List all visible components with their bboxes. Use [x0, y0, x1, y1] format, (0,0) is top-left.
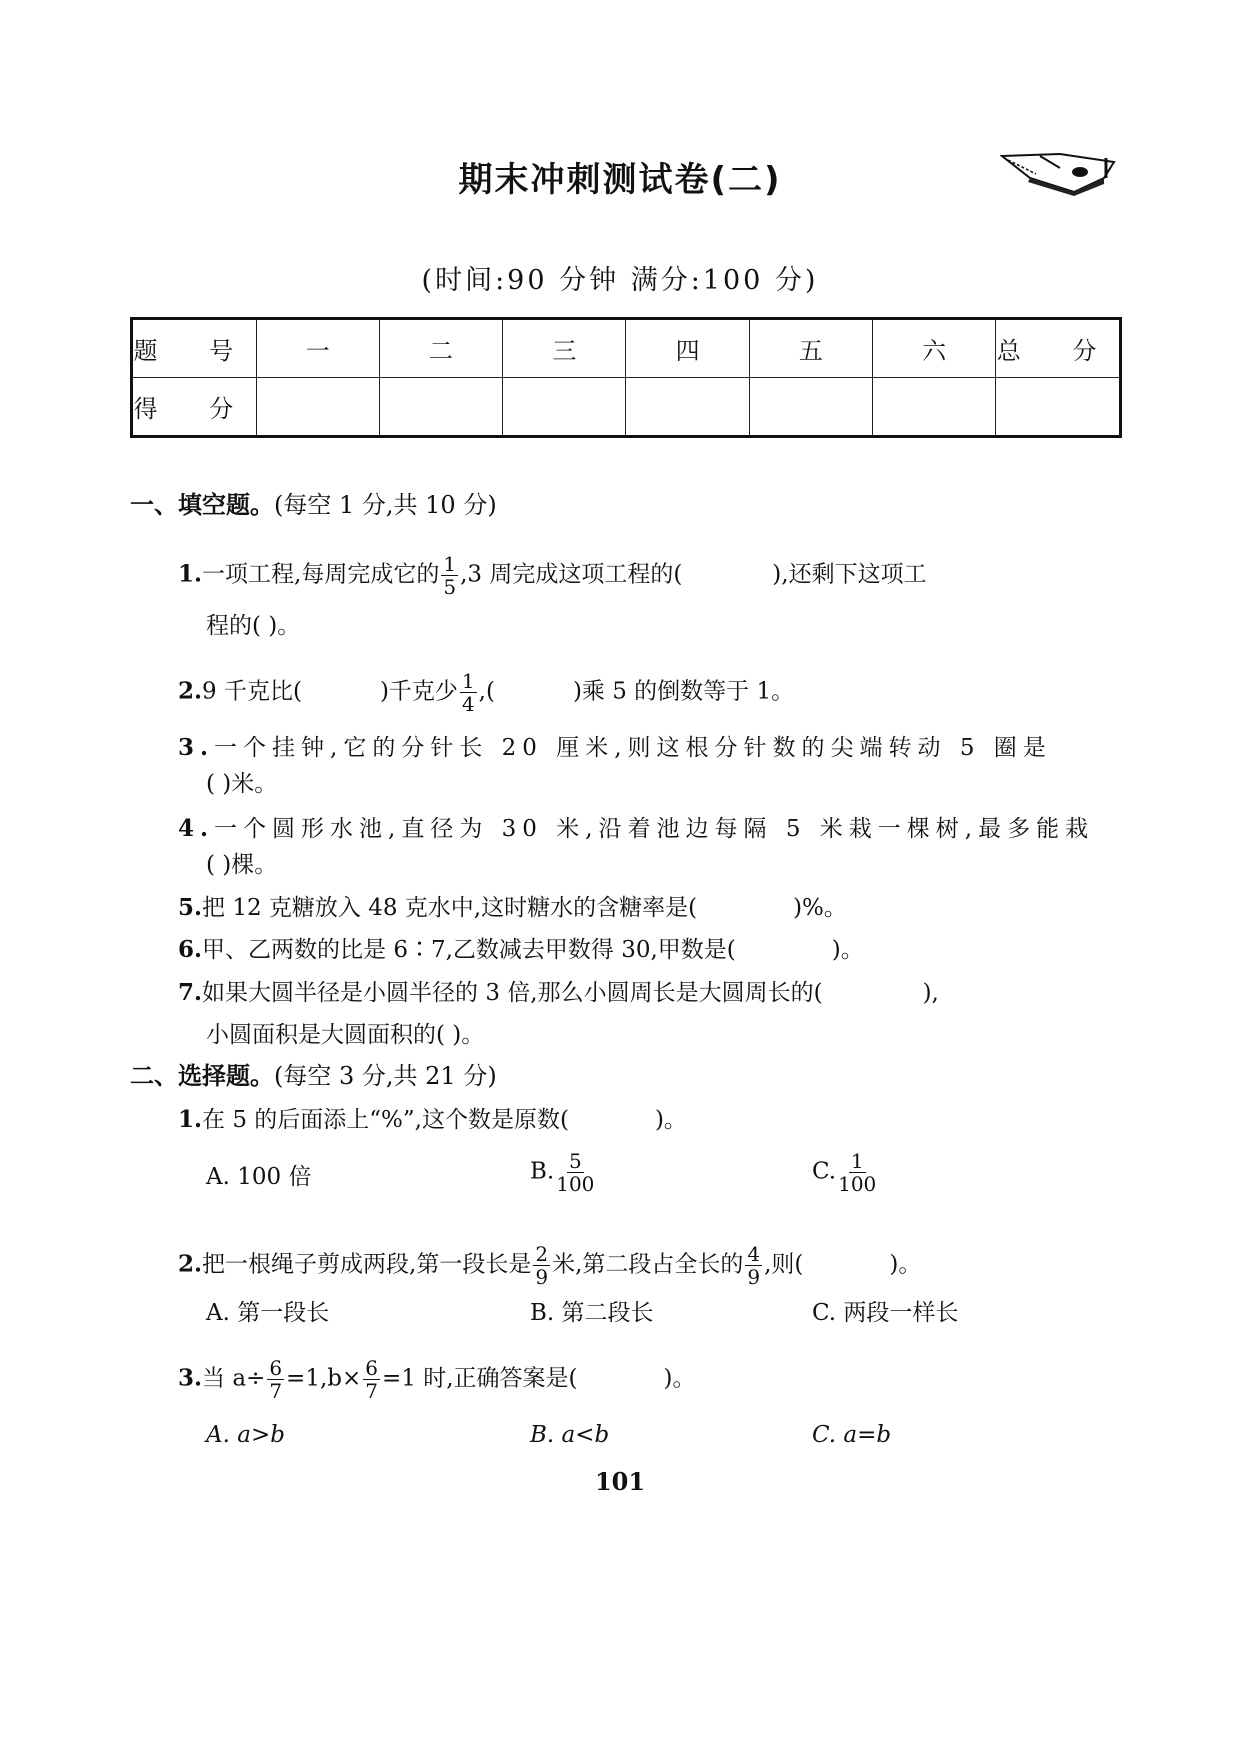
question-number: 4.: [178, 815, 215, 842]
table-header-cell: 题 号: [132, 319, 257, 378]
question-text: )千克少: [379, 678, 458, 705]
exam-info: (时间:90 分钟 满分:100 分): [421, 265, 819, 296]
question-text: ,则(: [764, 1251, 804, 1278]
section-2-heading: [130, 1061, 497, 1091]
fraction: [460, 670, 477, 715]
score-cell[interactable]: [256, 378, 379, 437]
question-text: 一项工程,每周完成它的: [202, 561, 440, 588]
page-number: 101: [594, 1467, 646, 1496]
question-number: 6.: [178, 936, 203, 963]
score-table-score-row: [132, 378, 1121, 437]
page-title: 期末冲刺测试卷(二): [458, 160, 782, 200]
question-1-7: [178, 978, 939, 1008]
question-text: 米,第二段占全长的: [552, 1251, 744, 1278]
question-text: =1 时,正确答案是(: [382, 1365, 578, 1392]
option-b[interactable]: [530, 1150, 596, 1195]
question-text: 如果大圆半径是小圆半径的 3 倍,那么小圆周长是大圆周长的(: [202, 980, 823, 1006]
question-number: 1.: [178, 1106, 203, 1133]
section-title: 一、填空题。: [130, 491, 274, 519]
option-label: C.: [812, 1158, 837, 1185]
question-1-1: [178, 553, 927, 598]
fraction: [267, 1357, 284, 1402]
fraction: [556, 1150, 594, 1195]
numerator: 2: [535, 1242, 549, 1266]
question-text: 甲、乙两数的比是 6∶7,乙数减去甲数得 30,甲数是(: [202, 937, 736, 963]
question-number: 3.: [178, 734, 215, 761]
question-text: 把一根绳子剪成两段,第一段长是: [202, 1251, 532, 1278]
table-row-label: 得 分: [132, 378, 257, 437]
question-text: ,3 周完成这项工程的(: [460, 561, 683, 588]
numerator: 4: [747, 1242, 761, 1266]
question-1-5: [178, 893, 847, 923]
score-cell[interactable]: [872, 378, 995, 437]
score-cell[interactable]: [379, 378, 502, 437]
option-a[interactable]: A. 第一段长: [206, 1300, 330, 1326]
question-text: ),还剩下这项工: [772, 561, 927, 588]
question-text: =1,b×: [286, 1365, 362, 1392]
question-2-1: [178, 1105, 687, 1135]
section-note: (每空 1 分,共 10 分): [274, 491, 497, 519]
question-number: 5.: [178, 894, 203, 921]
fraction: [745, 1243, 762, 1288]
question-1-2: [178, 670, 794, 715]
question-1-1-line2: 程的( )。: [206, 613, 301, 639]
option-b[interactable]: B. a<b: [530, 1422, 610, 1448]
section-1-heading: [130, 490, 497, 520]
numerator: 1: [443, 552, 457, 576]
table-header-cell: 三: [503, 319, 626, 378]
option-c[interactable]: [812, 1150, 878, 1195]
question-text: 当 a÷: [202, 1365, 266, 1392]
question-number: 3.: [178, 1364, 203, 1392]
question-number: 7.: [178, 979, 203, 1006]
section-title: 二、选择题。: [130, 1062, 274, 1090]
denominator: 4: [461, 692, 475, 716]
book-illustration-icon: [1000, 148, 1116, 196]
fraction: [533, 1243, 550, 1288]
question-text: 一个圆形水池,直径为 30 米,沿着池边每隔 5 米栽一棵树,最多能栽: [214, 816, 1095, 842]
denominator: 100: [838, 1172, 877, 1196]
question-text: 9 千克比(: [202, 678, 302, 705]
question-1-7-line2: 小圆面积是大圆面积的( )。: [206, 1022, 485, 1048]
question-1-6: [178, 935, 864, 965]
table-header-cell: 一: [256, 319, 379, 378]
question-text: )。: [889, 1251, 922, 1278]
score-table-header-row: [132, 319, 1121, 378]
score-cell[interactable]: [996, 378, 1121, 437]
question-text: ),: [922, 980, 939, 1006]
question-2-2: [178, 1243, 921, 1288]
denominator: 7: [365, 1379, 378, 1403]
numerator: 5: [568, 1149, 582, 1173]
question-number: 2.: [178, 677, 203, 705]
question-text: )。: [831, 937, 864, 963]
fraction: [363, 1357, 380, 1402]
denominator: 100: [556, 1172, 595, 1196]
score-cell[interactable]: [626, 378, 749, 437]
denominator: 7: [269, 1379, 283, 1403]
question-1-4-line2: ( )棵。: [206, 852, 278, 878]
score-table: [130, 317, 1122, 438]
question-number: 1.: [178, 560, 203, 588]
option-a[interactable]: A. 100 倍: [206, 1164, 312, 1190]
question-1-3-line2: ( )米。: [206, 771, 278, 797]
option-c[interactable]: C. 两段一样长: [812, 1300, 959, 1326]
numerator: 1: [850, 1149, 864, 1173]
table-header-cell: 四: [626, 319, 749, 378]
question-text: 在 5 的后面添上“%”,这个数是原数(: [202, 1107, 569, 1133]
fraction: [441, 553, 458, 598]
table-header-cell: 五: [749, 319, 872, 378]
option-b[interactable]: B. 第二段长: [530, 1300, 654, 1326]
question-text: )%。: [793, 895, 847, 921]
denominator: 9: [747, 1265, 761, 1289]
question-text: 把 12 克糖放入 48 克水中,这时糖水的含糖率是(: [202, 895, 698, 921]
table-header-cell: 二: [379, 319, 502, 378]
question-text: )。: [654, 1107, 687, 1133]
numerator: 1: [461, 669, 475, 693]
question-1-3: [178, 733, 1052, 763]
fraction: [838, 1150, 876, 1195]
score-cell[interactable]: [749, 378, 872, 437]
denominator: 9: [535, 1265, 549, 1289]
numerator: 6: [365, 1356, 378, 1380]
question-text: )乘 5 的倒数等于 1。: [572, 678, 795, 705]
question-text: 一个挂钟,它的分针长 20 厘米,则这根分针数的尖端转动 5 圈是: [214, 735, 1052, 761]
score-cell[interactable]: [503, 378, 626, 437]
option-label: B.: [530, 1158, 555, 1185]
question-2-3: [178, 1357, 695, 1402]
option-a[interactable]: A. a>b: [206, 1422, 285, 1448]
question-1-4: [178, 814, 1094, 844]
table-header-cell: 六: [872, 319, 995, 378]
question-number: 2.: [178, 1250, 203, 1278]
section-note: (每空 3 分,共 21 分): [274, 1062, 497, 1090]
table-header-cell: 总 分: [996, 319, 1121, 378]
option-c[interactable]: C. a=b: [812, 1422, 892, 1448]
question-text: ,(: [478, 678, 495, 705]
numerator: 6: [269, 1356, 283, 1380]
denominator: 5: [443, 575, 457, 599]
question-text: )。: [663, 1365, 696, 1392]
